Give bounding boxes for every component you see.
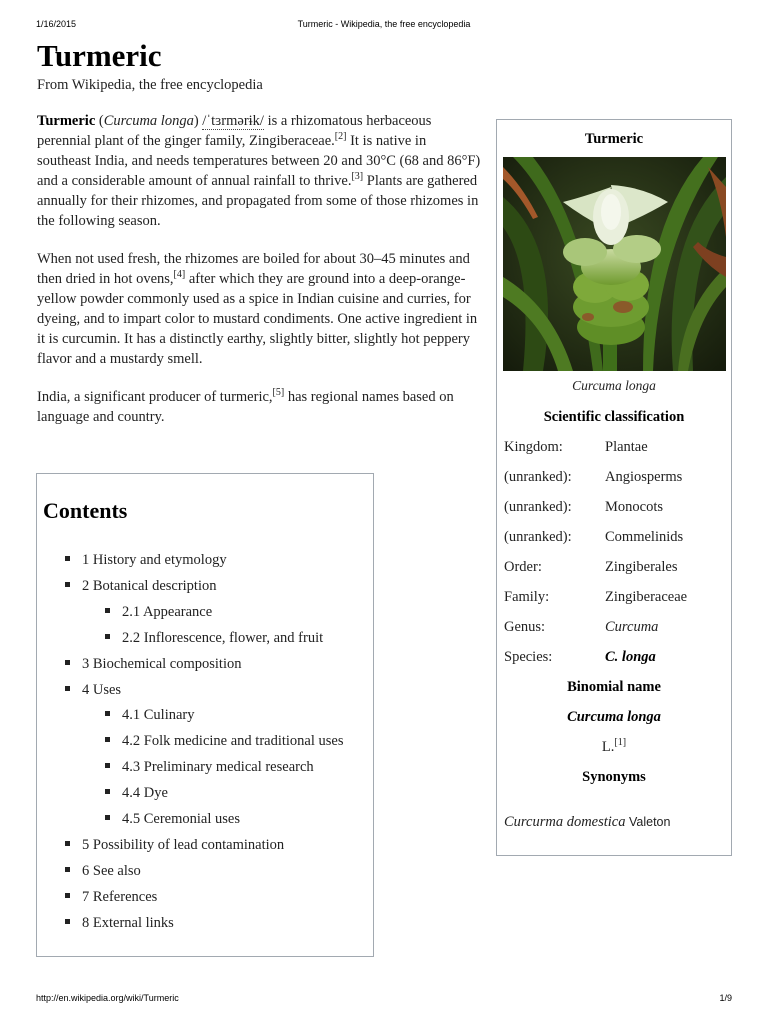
print-footer <box>0 993 768 1005</box>
toc-list <box>65 548 370 937</box>
toc-link[interactable]: 8 External links <box>82 914 174 931</box>
bullet-icon <box>105 789 110 794</box>
bullet-icon <box>65 686 70 691</box>
classification-value-link[interactable]: Angiosperms <box>605 469 683 485</box>
classification-value-link[interactable]: Zingiberaceae <box>605 589 688 605</box>
classification-row <box>504 559 727 579</box>
toc-link[interactable]: 1 History and etymology <box>82 552 227 568</box>
toc-item <box>65 781 370 807</box>
classification-label: Species: <box>504 649 553 665</box>
classification-label: Kingdom: <box>504 439 563 455</box>
toc-item <box>65 729 370 755</box>
classification-value-link[interactable]: Zingiberales <box>605 559 678 575</box>
toc-link[interactable]: 5 Possibility of lead contamination <box>82 836 285 853</box>
print-url: http://en.wikipedia.org/wiki/Turmeric <box>36 993 179 1003</box>
classification-label: Family: <box>504 589 550 605</box>
paren-close: ) <box>193 113 203 129</box>
bullet-icon <box>65 919 70 924</box>
paragraph-text: When not used fresh, the rhizomes are boiled for about 30–45 minutes and then dried in hot ovens, <box>37 251 470 287</box>
citation-link[interactable]: [3] <box>351 171 364 182</box>
print-header <box>0 19 768 31</box>
toc-item <box>65 574 370 600</box>
toc-item <box>65 600 370 626</box>
toc-item <box>65 548 370 574</box>
bullet-icon <box>105 815 110 820</box>
binomial-name <box>497 709 731 726</box>
article-term: Turmeric <box>37 113 96 129</box>
toc-item <box>65 652 370 678</box>
binomial-name-text: Curcuma longa <box>567 709 661 725</box>
plant-image <box>503 157 726 371</box>
paragraph-text: is a rhizomatous herbaceous perennial plant of the ginger family, Zingiberaceae. <box>37 113 432 149</box>
toc-link[interactable]: 2.2 Inflorescence, flower, and fruit <box>122 629 324 646</box>
paragraph-text: has regional names based on language and country. <box>37 389 454 425</box>
citation-link[interactable]: [4] <box>173 269 186 280</box>
toc-link[interactable]: 4.4 Dye <box>122 785 168 802</box>
classification-row <box>504 469 727 489</box>
classification-value-link[interactable]: Monocots <box>605 499 663 515</box>
toc-link[interactable]: 4 Uses <box>82 681 122 698</box>
classification-label: (unranked): <box>504 499 572 515</box>
intro-paragraph-3 <box>37 387 481 427</box>
toc-item <box>65 703 370 729</box>
toc-link[interactable]: 2 Botanical description <box>82 577 217 594</box>
toc-link[interactable]: 6 See also <box>82 862 141 879</box>
toc-item <box>65 833 370 859</box>
print-page-number: 1/9 <box>719 993 732 1003</box>
citation-link[interactable]: [1] <box>614 737 627 748</box>
toc-item <box>65 807 370 833</box>
classification-label: Order: <box>504 559 542 575</box>
infobox <box>496 119 732 856</box>
synonym-authority: Valeton <box>625 815 671 829</box>
classification-row <box>504 619 727 639</box>
citation-link[interactable]: [2] <box>334 131 347 142</box>
toc-link[interactable]: 2.1 Appearance <box>122 603 213 620</box>
print-doc-title: Turmeric - Wikipedia, the free encyclopedia <box>297 19 471 29</box>
page-tagline: From Wikipedia, the free encyclopedia <box>37 77 263 93</box>
classification-value-link[interactable]: C. longa <box>605 649 656 665</box>
article-body <box>37 111 481 445</box>
bullet-icon <box>65 867 70 872</box>
ipa-pronunciation-link[interactable]: /ˈtɜrmərɨk/ <box>202 113 264 129</box>
paragraph-text: Plants are gathered annually for their rhizomes, and propagated from some of those rhizomes in the following season. <box>37 173 479 229</box>
classification-row <box>504 439 727 459</box>
bullet-icon <box>65 582 70 587</box>
toc-item <box>65 911 370 937</box>
classification-value-link[interactable]: Commelinids <box>605 529 684 545</box>
classification-value-link[interactable]: Plantae <box>605 439 648 455</box>
turmeric-plant-photo[interactable] <box>503 157 726 371</box>
bullet-icon <box>105 737 110 742</box>
table-of-contents <box>36 473 374 957</box>
synonyms-heading: Synonyms <box>582 769 646 785</box>
binomial-authority <box>497 739 731 756</box>
toc-link[interactable]: 7 References <box>82 888 158 905</box>
intro-paragraph-1 <box>37 111 481 231</box>
infobox-title: Turmeric <box>584 131 644 147</box>
toc-link[interactable]: 4.5 Ceremonial uses <box>122 811 240 828</box>
toc-link[interactable]: 4.2 Folk medicine and traditional uses <box>122 733 344 750</box>
classification-label: Genus: <box>504 619 546 635</box>
classification-label: (unranked): <box>504 529 572 545</box>
intro-paragraph-2 <box>37 249 481 369</box>
bullet-icon <box>105 711 110 716</box>
bullet-icon <box>105 608 110 613</box>
latin-name: Curcuma longa <box>103 113 194 129</box>
toc-link[interactable]: 3 Biochemical composition <box>82 655 242 672</box>
bullet-icon <box>105 634 110 639</box>
bullet-icon <box>65 660 70 665</box>
print-date: 1/16/2015 <box>36 19 77 29</box>
classification-row <box>504 589 727 609</box>
classification-value-link[interactable]: Curcuma <box>605 619 659 635</box>
toc-item <box>65 626 370 652</box>
paragraph-text: It is native in southeast India, and needs temperatures between 20 and 30°C (68 and 86°F) and a considerable amount of annual rainfall to thrive. <box>37 133 481 189</box>
toc-item <box>65 885 370 911</box>
toc-link[interactable]: 4.3 Preliminary medical research <box>122 759 314 776</box>
image-caption: Curcuma longa <box>572 378 656 393</box>
bullet-icon <box>65 556 70 561</box>
toc-link[interactable]: 4.1 Culinary <box>122 707 195 724</box>
classification-row <box>504 529 727 549</box>
authority-text: L. <box>601 739 615 755</box>
synonym-name: Curcurma domestica <box>504 814 626 830</box>
classification-label: (unranked): <box>504 469 572 485</box>
paragraph-text: after which they are ground into a deep-orange-yellow powder commonly used as a spice in Indian cuisine and curries, for dyeing, and to impart color to mustard condiments. One active ingredient in it is curcumin. It has a distinctly earthy, slightly bitter, slightly hot peppery flavor and a mustardy smell. <box>37 271 478 367</box>
toc-item <box>65 755 370 781</box>
toc-item <box>65 859 370 885</box>
bullet-icon <box>65 841 70 846</box>
bullet-icon <box>65 893 70 898</box>
toc-item <box>65 678 370 704</box>
bullet-icon <box>105 763 110 768</box>
page-title: Turmeric <box>37 38 162 73</box>
classification-row <box>504 649 727 669</box>
paren-open: ( <box>95 113 104 129</box>
paragraph-text: India, a significant producer of turmeric, <box>37 389 273 405</box>
classification-heading: Scientific classification <box>543 409 685 425</box>
synonym-entry <box>504 814 670 831</box>
citation-link[interactable]: [5] <box>272 387 285 398</box>
classification-row <box>504 499 727 519</box>
binomial-heading: Binomial name <box>567 679 661 695</box>
toc-title: Contents <box>43 498 128 523</box>
